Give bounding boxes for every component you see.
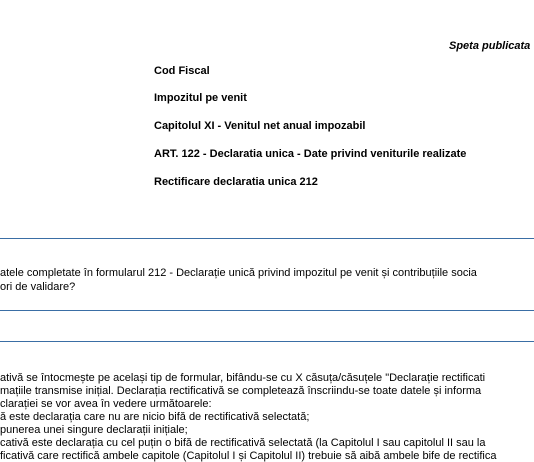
publication-label: Speta publicata <box>449 40 531 52</box>
meta-capitol: Capitolul XI - Venitul net anual impozabil <box>154 120 366 132</box>
divider-2 <box>0 310 534 311</box>
answer-line-7: ficativă care rectifică ambele capitole (Capitolul I și Capitolul II) trebuie să aibă ambele bife de rectifica <box>0 450 497 462</box>
meta-articol: ART. 122 - Declaratia unica - Date privind veniturile realizate <box>154 148 467 160</box>
question-line-2: ori de validare? <box>0 281 76 293</box>
meta-subiect: Rectificare declaratia unica 212 <box>154 176 318 188</box>
divider-1 <box>0 238 534 239</box>
answer-line-5: punerea unei singure declarații inițiale; <box>0 424 188 436</box>
divider-3 <box>0 341 534 342</box>
answer-line-1: ativă se întocmește pe același tip de formular, bifându-se cu X căsuța/căsuțele "Declarație rectificati <box>0 372 486 384</box>
answer-line-2: mațiile transmise inițial. Declarația rectificativă se completează înscriindu-se toate datele și informa <box>0 385 482 397</box>
meta-cod-fiscal: Cod Fiscal <box>154 65 210 77</box>
answer-line-6: cativă este declarația cu cel puțin o bifă de rectificativă selectată (la Capitolul I sau capitolul II sau la <box>0 437 486 449</box>
meta-impozit: Impozitul pe venit <box>154 92 247 104</box>
answer-line-4: ă este declarația care nu are nicio bifă de rectificativă selectată; <box>0 411 310 423</box>
answer-line-3: clarației se vor avea în vedere următoarele: <box>0 398 212 410</box>
question-line-1: atele completate în formularul 212 - Declarație unică privind impozitul pe venit și contribuțiile socia <box>0 267 477 279</box>
